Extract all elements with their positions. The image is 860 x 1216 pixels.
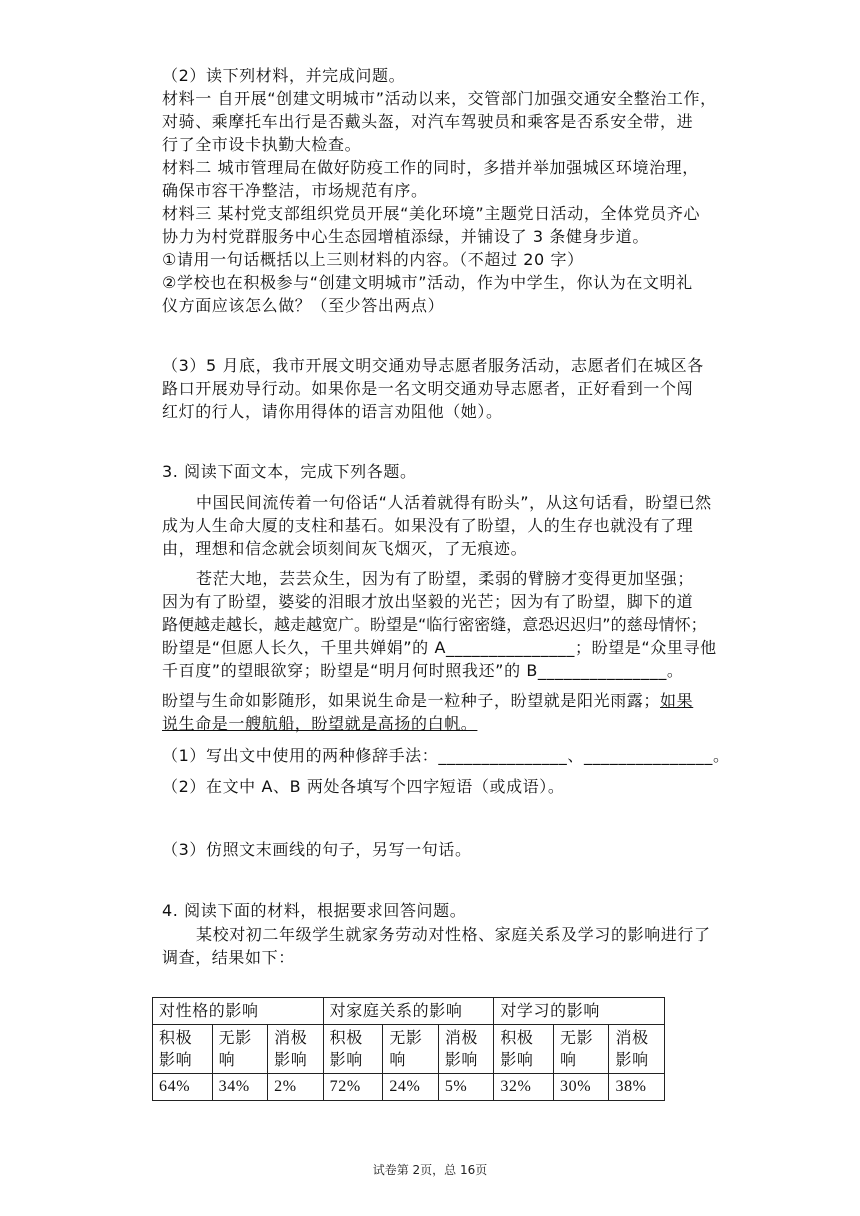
material-1-line: 对骑、乘摩托车出行是否戴头盔，对汽车驾驶员和乘客是否系安全带，进: [162, 112, 694, 131]
q2-sub-question-2: 仪方面应该怎么做？（至少答出两点）: [162, 296, 445, 315]
table-row: [153, 1074, 665, 1101]
q2-part3-line: 红灯的行人，请你用得体的语言劝阻他（她）。: [162, 402, 503, 421]
table-cell: 24%: [383, 1074, 438, 1101]
table-subheader: 消极影响: [268, 1025, 324, 1074]
underlined-sentence: 如果: [660, 691, 694, 710]
table-cell: 64%: [153, 1074, 213, 1101]
q3-paragraph-1: 成为人生命大厦的支柱和基石。如果没有了盼望，人的生存也就没有了理: [162, 516, 694, 535]
q3-paragraph-2: 苍茫大地，芸芸众生，因为有了盼望，柔弱的臂膀才变得更加坚强；: [196, 569, 695, 588]
q4-title: 4. 阅读下面的材料，根据要求回答问题。: [162, 901, 467, 920]
table-cell: 38%: [609, 1074, 665, 1101]
table-subheader: 积极影响: [323, 1025, 383, 1074]
table-cell: 34%: [212, 1074, 267, 1101]
q2-part3-line: 路口开展劝导行动。如果你是一名文明交通劝导志愿者，正好看到一个闯: [162, 379, 694, 398]
q3-paragraph-1: 中国民间流传着一句俗话“人活着就得有盼头”，从这句话看，盼望已然: [196, 493, 712, 512]
table-subheader-row: [153, 1025, 665, 1074]
table-group-header: 对家庭关系的影响: [323, 998, 494, 1025]
material-1-line: 材料一 自开展“创建文明城市”活动以来，交管部门加强交通安全整治工作，: [162, 89, 717, 108]
table-cell: 30%: [554, 1074, 609, 1101]
q3-paragraph-3-text: 盼望与生命如影随形，如果说生命是一粒种子，盼望就是阳光雨露；: [162, 691, 661, 710]
q4-intro: 调查，结果如下：: [162, 948, 295, 967]
q3-sub-question-3: （3）仿照文末画线的句子，另写一句话。: [162, 840, 472, 859]
survey-table: [152, 997, 665, 1101]
q2-part2-title: （2）读下列材料，并完成问题。: [162, 66, 406, 85]
material-3-line: 材料三 某村党支部组织党员开展“美化环境”主题党日活动，全体党员齐心: [162, 204, 701, 223]
q2-sub-question-1: ①请用一句话概括以上三则材料的内容。（不超过 20 字）: [162, 250, 584, 269]
material-2-line: 确保市容干净整洁，市场规范有序。: [162, 181, 428, 200]
page-footer: 试卷第 2页，总 16页: [372, 1163, 488, 1177]
q3-blank-a-line: 盼望是“但愿人长久，千里共婵娟”的 A_______________；盼望是“众里寻他: [162, 638, 717, 657]
table-subheader: 消极影响: [438, 1025, 494, 1074]
table-cell: 2%: [268, 1074, 324, 1101]
table-cell: 72%: [323, 1074, 383, 1101]
material-2-line: 材料二 城市管理局在做好防疫工作的同时，多措并举加强城区环境治理，: [162, 158, 699, 177]
table-subheader: 无影响: [554, 1025, 609, 1074]
table-cell: 5%: [438, 1074, 494, 1101]
q3-title: 3. 阅读下面文本，完成下列各题。: [162, 462, 417, 481]
table-group-header: 对性格的影响: [153, 998, 324, 1025]
q3-blank-b-line: 千百度”的望眼欲穿；盼望是“明月何时照我还”的 B_______________。: [162, 661, 684, 680]
material-1-line: 行了全市设卡执勤大检查。: [162, 135, 362, 154]
underlined-sentence: 说生命是一艘航船，盼望就是高扬的白帆。: [162, 714, 478, 733]
table-group-header: 对学习的影响: [494, 998, 665, 1025]
q3-paragraph-3: [162, 690, 693, 712]
q3-sub-question-1: （1）写出文中使用的两种修辞手法：_______________、_______________。: [162, 746, 730, 765]
table-subheader: 无影响: [212, 1025, 267, 1074]
table-cell: 32%: [494, 1074, 554, 1101]
table-subheader: 无影响: [383, 1025, 438, 1074]
table-subheader: 积极影响: [153, 1025, 213, 1074]
q3-paragraph-2: 路便越走越长，越走越宽广。盼望是“临行密密缝，意恐迟迟归”的慈母情怀；: [162, 615, 707, 634]
q2-sub-question-2: ②学校也在积极参与“创建文明城市”活动，作为中学生，你认为在文明礼: [162, 273, 693, 292]
q2-part3-line: （3）5 月底，我市开展文明交通劝导志愿者服务活动，志愿者们在城区各: [162, 356, 704, 375]
table-subheader: 消极影响: [609, 1025, 665, 1074]
q3-paragraph-2: 因为有了盼望，婆娑的泪眼才放出坚毅的光芒；因为有了盼望，脚下的道: [162, 592, 694, 611]
table-header-row: [153, 998, 665, 1025]
material-3-line: 协力为村党群服务中心生态园增植添绿，并铺设了 3 条健身步道。: [162, 227, 649, 246]
q3-sub-question-2: （2）在文中 A、B 两处各填写个四字短语（或成语）。: [162, 777, 565, 796]
q3-paragraph-1: 由，理想和信念就会顷刻间灰飞烟灭，了无痕迹。: [162, 539, 528, 558]
q4-intro: 某校对初二年级学生就家务劳动对性格、家庭关系及学习的影响进行了: [196, 925, 711, 944]
table-subheader: 积极影响: [494, 1025, 554, 1074]
